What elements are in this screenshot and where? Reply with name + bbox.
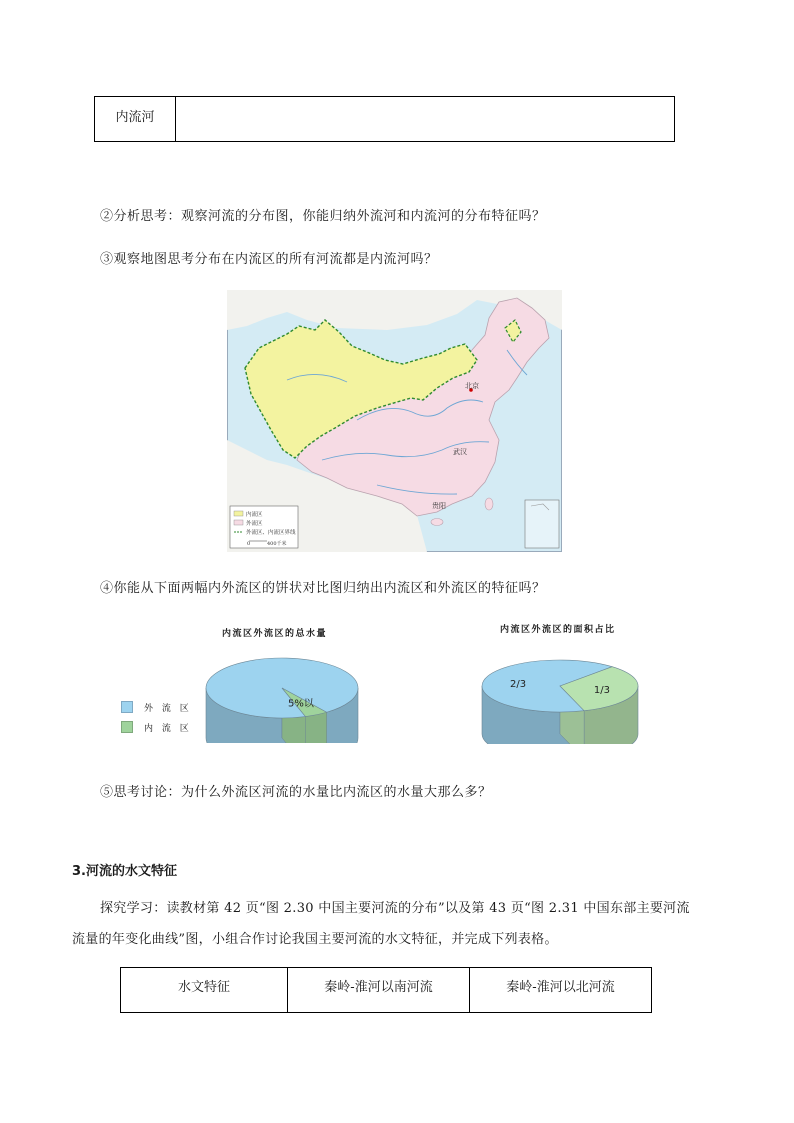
pie1-title: 内流区外流区的总水量 <box>222 629 328 639</box>
map-label-guiyang: 贵阳 <box>432 502 446 510</box>
pie2-title: 内流区外流区的面积占比 <box>500 625 616 635</box>
map-south-sea-inset <box>525 500 559 548</box>
legend-outer-swatch <box>121 701 133 713</box>
pie-data-label-1: 5%以 <box>288 698 314 710</box>
map-legend-inner-swatch <box>234 511 243 516</box>
question-2: ②分析思考：观察河流的分布图，你能归纳外流河和内流河的分布特征吗？ <box>100 209 546 224</box>
map-hainan <box>431 519 443 526</box>
pie-chart-area-ratio <box>474 652 644 744</box>
question-5: ⑤思考讨论：为什么外流区河流的水量比内流区的水量大那么多？ <box>100 785 492 800</box>
section-3-heading: 3.河流的水文特征 <box>72 864 177 879</box>
inner-river-cell[interactable] <box>176 97 675 142</box>
pie-chart-water-volume <box>200 648 365 743</box>
pie-data-label-1: 1/3 <box>593 684 611 696</box>
inner-river-label: 内流河 <box>95 97 176 142</box>
hydrology-header-south: 秦岭-淮河以南河流 <box>288 968 470 1013</box>
inner-river-table <box>94 96 675 142</box>
map-legend-outer-label: 外流区 <box>246 521 263 527</box>
hydrology-header-north: 秦岭-淮河以北河流 <box>470 968 652 1013</box>
section-3-para-line1: 探究学习：读教材第 42 页“图 2.30 中国主要河流的分布”以及第 43 页“图 2.31 中国东部主要河流 <box>100 901 690 916</box>
map-legend-outer-swatch <box>234 520 243 525</box>
pie-data-label-0: 2/3 <box>509 679 527 691</box>
legend-inner-swatch <box>121 721 133 733</box>
map-legend-inner-label: 内流区 <box>246 512 263 518</box>
question-3: ③观察地图思考分布在内流区的所有河流都是内流河吗？ <box>100 252 438 267</box>
legend-outer-label: 外 流 区 <box>144 704 192 714</box>
map-taiwan <box>485 498 493 510</box>
map-scale-zero: 0 <box>247 541 251 547</box>
map-label-beijing: 北京 <box>465 382 479 390</box>
section-3-para-line2: 流量的年变化曲线”图，小组合作讨论我国主要河流的水文特征，并完成下列表格。 <box>72 932 558 947</box>
legend-inner-label: 内 流 区 <box>144 724 192 734</box>
map-label-wuhan: 武汉 <box>453 448 467 456</box>
map-scale-value: 400千米 <box>267 541 287 547</box>
question-4: ④你能从下面两幅内外流区的饼状对比图归纳出内流区和外流区的特征吗？ <box>100 581 546 596</box>
hydrology-header-feature: 水文特征 <box>121 968 288 1013</box>
hydrology-table <box>120 967 652 1013</box>
map-legend-boundary-label: 外流区、内流区界线 <box>246 530 296 536</box>
drainage-map <box>227 290 562 552</box>
